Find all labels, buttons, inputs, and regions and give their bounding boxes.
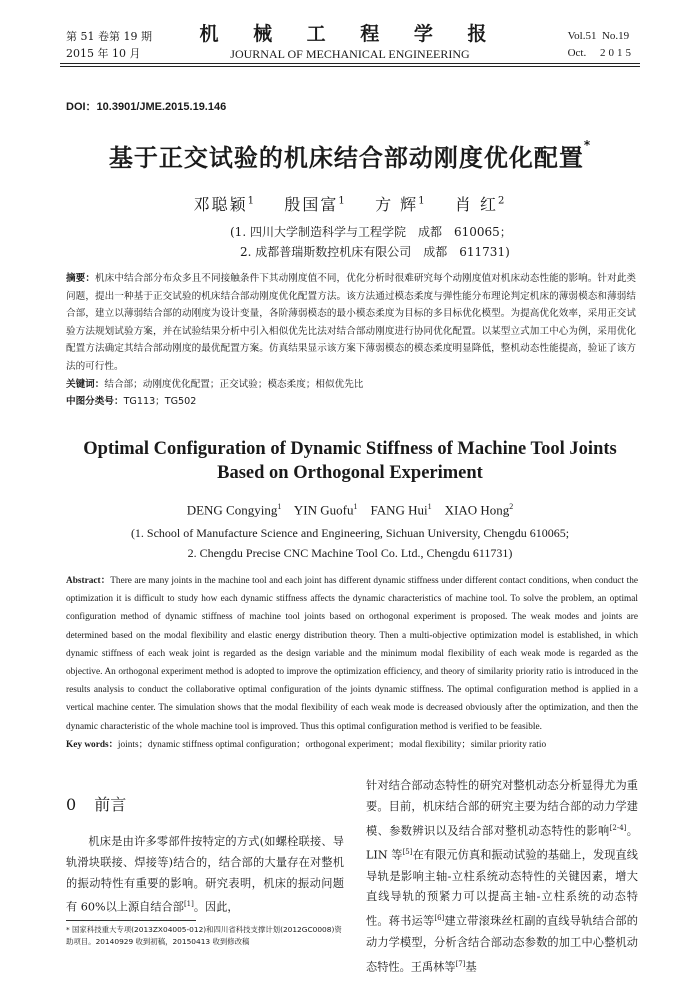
body-text: 。因此， [193,901,239,915]
body-paragraph [66,832,344,919]
body-column-left [66,832,344,919]
affiliation-cn-1: (1. 四川大学制造科学与工程学院 成都 610065； [230,225,512,239]
citation-ref[interactable]: [7] [455,959,466,968]
body-text: 在有限元仿真和振动试验的基础上，发现直线导轨是影响主轴-立柱系统动态特性的关键因素，增大直线导轨的预紧力可以提高主轴-立柱系统的动态特性。蒋书运等 [366,848,638,928]
body-text: 基 [465,960,477,974]
footnote-rule [66,920,196,921]
title-footnote-mark: * [583,138,592,152]
abstract-cn-text: 机床中结合部分布众多且不同接触条件下其动刚度值不同，优化分析时很难研究每个动刚度值对机床动态性能的影响。针对此类问题，提出一种基于正交试验的机床结合部动刚度优化配置方法。该方法通过模态柔度与弹性能分布理论判定机床的薄弱模态和薄弱结合部，建立以薄弱结合部的动刚度为设计变量，各阶薄弱模态的最小模态柔度为目标的多目标优化模型。为提高优化效率，采用正交试验方法规划试验方案，并在试验结果分析中引入相似优先比法对结合部动刚度进行协同优化配置。以某型立式加工中心为例，采用优化配置方法确定其结合部动刚度的最优配置方案。仿真结果显示该方案下薄弱模态的模态柔度明显降低，整机动态性能提高，验证了该方法的可行性。 [66,273,637,372]
paper-title-en-line2: Based on Orthogonal Experiment [217,463,483,483]
abstract-cn-label: 摘要： [66,273,95,284]
header-issue-block [568,28,634,62]
author-en: FANG Hui [370,502,428,518]
author-aff-mark: 1 [418,195,427,207]
header-rule-thin [60,66,640,67]
author-en: YIN Guofu [293,502,354,518]
paper-title-en-line1: Optimal Configuration of Dynamic Stiffness of Machine Tool Joints [83,439,617,459]
author-cn: 邓聪颖 [193,195,248,214]
journal-title-cn: 机 械 工 程 学 报 [199,23,501,45]
authors-en [0,502,700,518]
author-aff-mark: 1 [277,502,282,511]
body-text: 针对结合部动态特性的研究对整机动态分析显得尤为重要。目前，机床结合部的研究主要为结合部的动力学建模、参数辨识以及结合部对整机动态特性的影响 [366,779,638,838]
abstract-en-label: Abstract： [66,576,111,586]
authors-cn [0,192,700,215]
author-cn: 方 辉 [375,195,419,214]
journal-title-en: JOURNAL OF MECHANICAL ENGINEERING [230,47,470,61]
citation-ref[interactable]: [6] [434,914,445,923]
author-en: DENG Congying [186,502,278,518]
author-aff-mark: 1 [427,502,432,511]
author-cn: 殷国富 [284,195,339,214]
body-text: 建立带滚珠丝杠副的直线导轨结合部的动力学模型，分析含结合部动态参数的加工中心整机动态特性。王禹林等 [366,914,638,974]
body-paragraph [366,776,638,978]
keywords-en-label: Key words： [66,739,118,750]
footnote: * 国家科技重大专项(2013ZX04005-012)和四川省科技支撑计划(2012GC0008)资助项目。20140929 收到初稿，20150413 收到修改稿 [66,925,342,946]
header-date-cn: 2015 年 10 月 [66,47,141,60]
citation-ref[interactable]: [5] [402,848,413,857]
affiliation-cn-2: 2. 成都普瑞斯数控机床有限公司 成都 611731) [240,245,510,259]
section-title: 前言 [94,795,127,814]
doi[interactable]: DOI：10.3901/JME.2015.19.146 [66,101,227,113]
affiliations-cn [230,222,512,262]
paper-title-cn-text: 基于正交试验的机床结合部动刚度优化配置 [108,144,584,172]
author-aff-mark: 1 [338,195,347,207]
section-heading [66,792,126,815]
class-number: TG113；TG502 [123,396,197,408]
class-number-label: 中图分类号： [66,396,124,408]
header-year-en: 2015 [600,47,634,59]
citation-ref[interactable]: [1] [183,900,194,909]
author-aff-mark: 1 [353,502,358,511]
author-aff-mark: 1 [247,195,257,207]
body-column-right [366,776,638,978]
body-text: 。LIN 等 [366,824,638,862]
section-number: 0 [66,795,77,814]
keywords-cn-label: 关键词： [66,378,105,390]
author-cn: 肖 红 [454,195,498,214]
author-aff-mark: 2 [498,195,507,207]
citation-ref[interactable]: [2-4] [609,823,627,832]
header-volume-en: Vol.51 [567,30,597,42]
affiliation-en-1: (1. School of Manufacture Science and Engineering, Sichuan University, Chengdu 610065; [130,526,570,540]
body-text: 机床是由许多零部件按特定的方式(如螺栓联接、导轨滑块联接、焊接等)结合的，结合部的大量存在对整机的振动特性有重要的影响。研究表明，机床的振动问题有 60%以上源自结合部 [66,835,344,915]
author-aff-mark: 2 [509,502,514,511]
affiliation-en-2: 2. Chengdu Precise CNC Machine Tool Co. Ltd., Chengdu 611731) [187,546,513,560]
affiliations-en [0,523,700,563]
header-volume-cn: 第 51 卷第 19 期 [66,30,152,43]
abstract-en-text: There are many joints in the machine tool and each joint has different dynamic stiffness under different contact conditions, when conduct the optimization it is difficult to study how each dynamic stiffness affects the dynamic characteristics of machine tool. To solve the problem, an optimal configuration method of dynamic stiffness of machine tool joints based on orthogonal experiment is proposed. The weak modes and joints are determined based on the modal flexibility and elastic energy distribution theory. Then a multi-objective optimization model is established, in which dynamic stiffness of each weak joint is regarded as the design variable and the minimum modal flexibility of each weak mode is regarded as the objective. An orthogonal experiment method is adopted to improve the optimization efficiency, and theory of similarity priority ratio is introduced in the results analysis to conduct the collaborative optimal configuration of the joints dynamic stiffness. The optimal configuration method is applied in a vertical machine center. The simulation shows that the modal flexibility of each weak mode is decreased obviously after the optimization, and then the dynamic characteristic of the whole machine tool is improved. Thus this optimal configuration method is verified to be feasible. [66,576,638,732]
header-rule-thick [60,63,640,64]
author-en: XIAO Hong [444,502,510,518]
header-month-en: Oct. [567,47,587,59]
abstract-cn [66,270,636,411]
keywords-en: joints；dynamic stiffness optimal configuration；orthogonal experiment；modal flexibility；similar priority ratio [117,739,547,750]
paper-title-cn [0,138,700,173]
paper-title-en [0,437,700,485]
keywords-cn: 结合部；动刚度优化配置；正交试验；模态柔度；相似优先比 [104,378,364,390]
abstract-en [66,572,638,754]
header-issue-en: No.19 [601,30,630,42]
